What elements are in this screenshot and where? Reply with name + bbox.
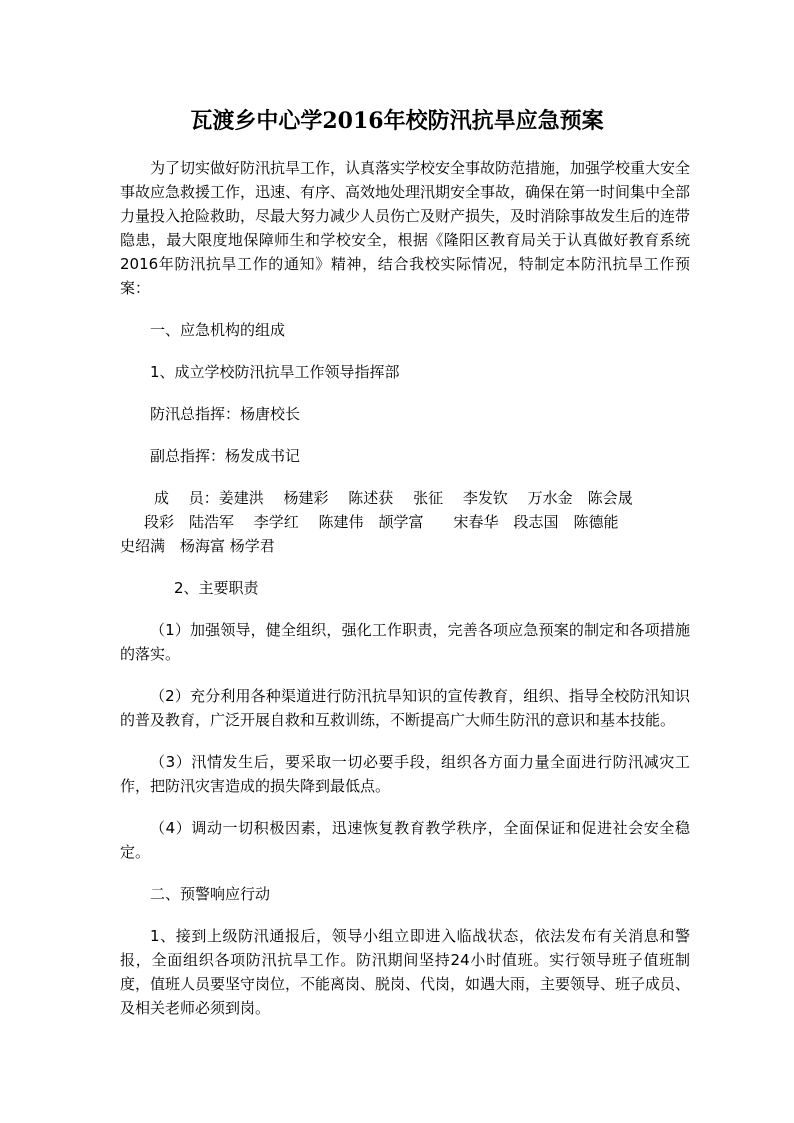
duty-1-paragraph: （1）加强领导，健全组织，强化工作职责，完善各项应急预案的制定和各项措施的落实。 (120, 621, 690, 663)
duty-2-paragraph: （2）充分利用各种渠道进行防汛抗旱知识的宣传教育，组织、指导全校防汛知识的普及教育，广泛开展自救和互救训练，不断提高广大师生防汛的意识和基本技能。 (120, 687, 690, 729)
members-line-3: 史绍满 杨海富 杨学君 (120, 537, 275, 555)
document-body (120, 156, 690, 1020)
document-title: 瓦渡乡中心学2016年校防汛抗旱应急预案 (190, 108, 604, 134)
duty-3-paragraph: （3）汛情发生后，要采取一切必要手段，组织各方面力量全面进行防汛减灾工作，把防汛灾害造成的损失降到最低点。 (120, 753, 690, 795)
duty-4-paragraph: （4）调动一切积极因素，迅速恢复教育教学秩序，全面保证和促进社会安全稳定。 (120, 819, 690, 861)
deputy-commander-line: 副总指挥：杨发成书记 (150, 447, 301, 465)
section-2-heading: 二、预警响应行动 (150, 885, 271, 903)
members-line-1: 成 员：姜建洪 杨建彩 陈述获 张征 李发钦 万水金 陈会晟 (154, 489, 633, 507)
members-line-2: 段彩 陆浩军 李学红 陈建伟 颉学富 宋春华 段志国 陈德能 (144, 513, 619, 531)
action-1-paragraph: 1、接到上级防汛通报后，领导小组立即进入临战状态，依法发布有关消息和警报，全面组织各项防汛抗旱工作。防汛期间坚持24小时值班。实行领导班子值班制度，值班人员要坚守岗位，不能离岗、脱岗、代岗，如遇大雨，主要领导、班子成员、及相关老师必须到岗。 (120, 927, 691, 1017)
subsection-2-heading: 2、主要职责 (174, 579, 259, 597)
intro-paragraph: 为了切实做好防汛抗旱工作，认真落实学校安全事故防范措施，加强学校重大安全事故应急救援工作，迅速、有序、高效地处理汛期安全事故，确保在第一时间集中全部力量投入抢险救助，尽最大努力减少人员伤亡及财产损失，及时消除事故发生后的连带隐患，最大限度地保障师生和学校安全，根据《隆阳区教育局关于认真做好教育系统2016年防汛抗旱工作的通知》精神，结合我校实际情况，特制定本防汛抗旱工作预案： (120, 159, 691, 297)
commander-line: 防汛总指挥：杨唐校长 (150, 405, 301, 423)
section-1-heading: 一、应急机构的组成 (150, 321, 286, 339)
subsection-1-heading: 1、成立学校防汛抗旱工作领导指挥部 (150, 363, 400, 381)
